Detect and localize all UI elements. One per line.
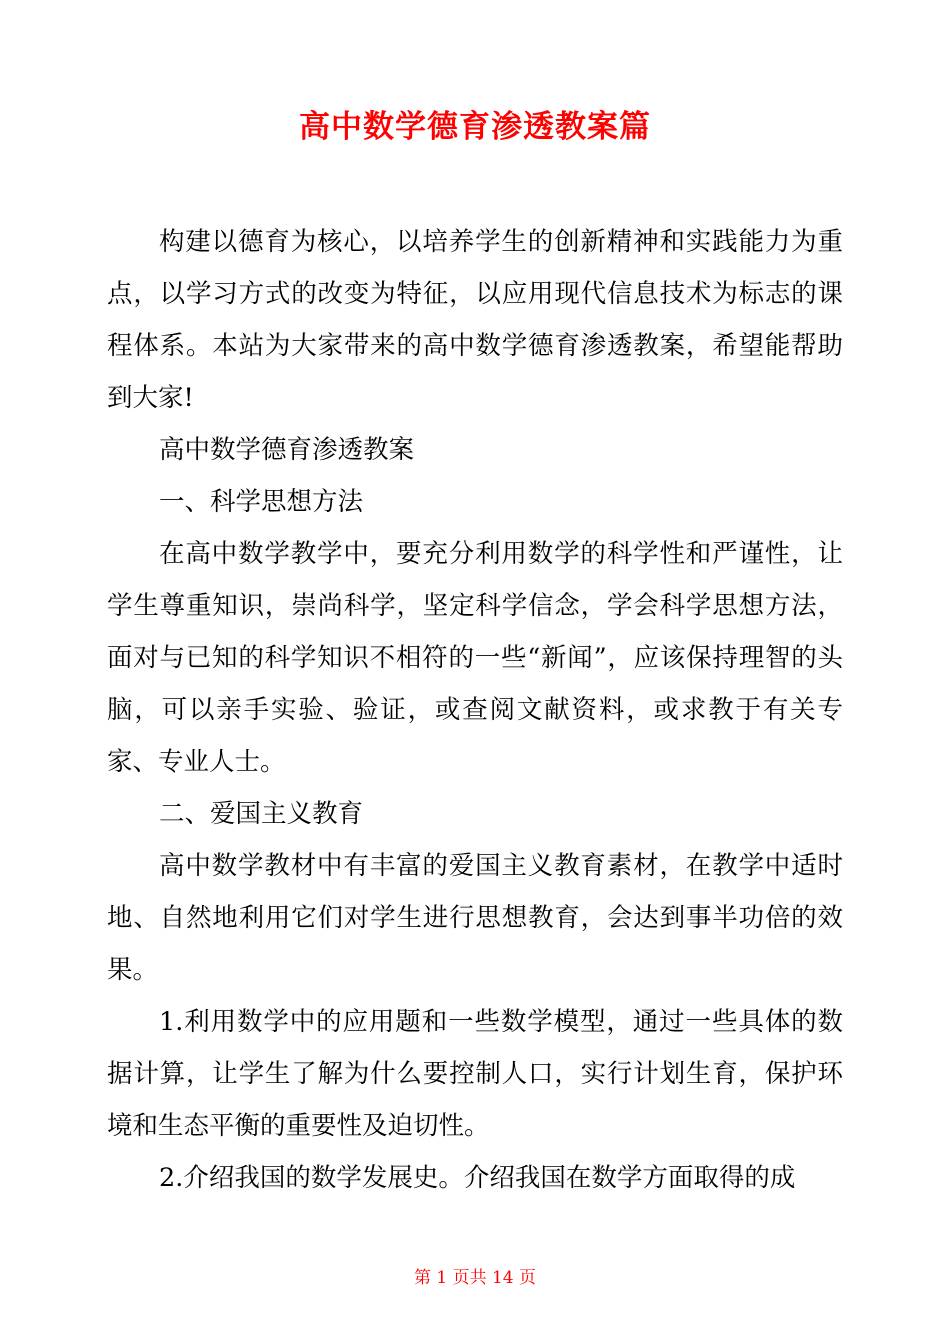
- page-number-footer: 第 1 页共 14 页: [413, 1268, 537, 1288]
- section-1-paragraph: 在高中数学教学中，要充分利用数学的科学性和严谨性，让学生尊重知识，崇尚科学，坚定科学信念，学会科学思想方法，面对与已知的科学知识不相符的一些“新闻”，应该保持理智的头脑，可以亲手实验、验证，或查阅文献资料，或求教于有关专家、专业人士。: [107, 539, 843, 777]
- list-item-1: 1.利用数学中的应用题和一些数学模型，通过一些具体的数据计算，让学生了解为什么要控制人口，实行计划生育，保护环境和生态平衡的重要性及迫切性。: [107, 1007, 843, 1141]
- section-2-paragraph: 高中数学教材中有丰富的爱国主义教育素材，在教学中适时地、自然地利用它们对学生进行思想教育，会达到事半功倍的效果。: [107, 851, 843, 985]
- section-heading-1: 一、科学思想方法: [159, 487, 364, 517]
- section-heading-2: 二、爱国主义教育: [159, 799, 364, 829]
- intro-paragraph: 构建以德育为核心，以培养学生的创新精神和实践能力为重点，以学习方式的改变为特征，以应用现代信息技术为标志的课程体系。本站为大家带来的高中数学德育渗透教案，希望能帮助到大家!: [107, 227, 843, 413]
- list-item-2: 2.介绍我国的数学发展史。介绍我国在数学方面取得的成: [159, 1163, 796, 1193]
- document-title: 高中数学德育渗透教案篇: [299, 109, 651, 145]
- document-body: [107, 216, 843, 1204]
- subtitle-paragraph: 高中数学德育渗透教案: [159, 435, 415, 465]
